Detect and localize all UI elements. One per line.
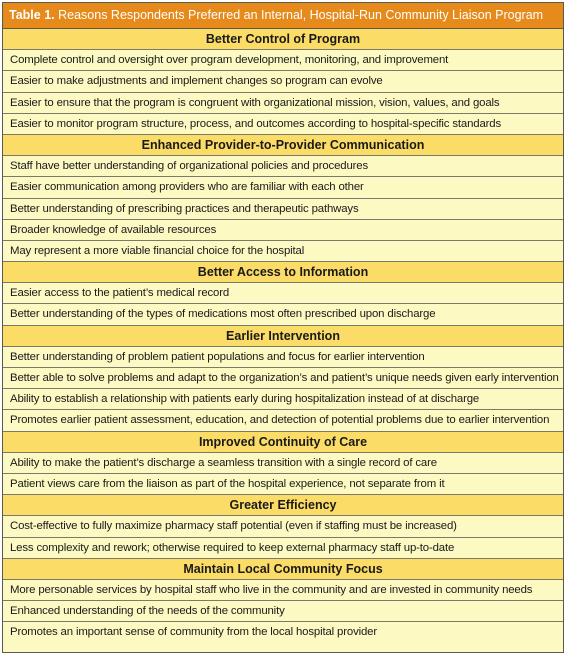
table-row: Enhanced understanding of the needs of the community: [3, 601, 563, 622]
table-row: Better understanding of problem patient populations and focus for earlier intervention: [3, 347, 563, 368]
table-row: Easier access to the patient’s medical record: [3, 283, 563, 304]
table-body: [3, 29, 563, 643]
section-heading: Maintain Local Community Focus: [3, 559, 563, 580]
table-label: Table 1.: [9, 8, 55, 22]
table-row: Ability to make the patient’s discharge a seamless transition with a single record of care: [3, 453, 563, 474]
table-row: Easier to ensure that the program is congruent with organizational mission, vision, values, and goals: [3, 93, 563, 114]
table-row: May represent a more viable financial choice for the hospital: [3, 241, 563, 262]
table-row: Less complexity and rework; otherwise required to keep external pharmacy staff up-to-date: [3, 538, 563, 559]
section-heading: Improved Continuity of Care: [3, 432, 563, 453]
table-title: Reasons Respondents Preferred an Internal, Hospital-Run Community Liaison Program: [58, 8, 544, 22]
table-row: Promotes earlier patient assessment, education, and detection of potential problems due to earlier intervention: [3, 410, 563, 431]
table-row: Broader knowledge of available resources: [3, 220, 563, 241]
table-row: Ability to establish a relationship with patients early during hospitalization instead of at discharge: [3, 389, 563, 410]
table-row: Patient views care from the liaison as part of the hospital experience, not separate from it: [3, 474, 563, 495]
table-row: Easier to monitor program structure, process, and outcomes according to hospital-specific standards: [3, 114, 563, 135]
table-row: Complete control and oversight over program development, monitoring, and improvement: [3, 50, 563, 71]
table-row: Staff have better understanding of organizational policies and procedures: [3, 156, 563, 177]
section-heading: Enhanced Provider-to-Provider Communication: [3, 135, 563, 156]
table-row: More personable services by hospital staff who live in the community and are invested in community needs: [3, 580, 563, 601]
section-heading: Greater Efficiency: [3, 495, 563, 516]
section-heading: Better Control of Program: [3, 29, 563, 50]
section-heading: Earlier Intervention: [3, 326, 563, 347]
section-heading: Better Access to Information: [3, 262, 563, 283]
table-row: Easier to make adjustments and implement changes so program can evolve: [3, 71, 563, 92]
reasons-table: [2, 2, 564, 653]
table-title-bar: [3, 3, 563, 29]
table-row: Easier communication among providers who are familiar with each other: [3, 177, 563, 198]
table-row: Promotes an important sense of community from the local hospital provider: [10, 626, 378, 639]
table-row: Better understanding of the types of medications most often prescribed upon discharge: [3, 304, 563, 325]
table-row: Cost-effective to fully maximize pharmacy staff potential (even if staffing must be increased): [3, 516, 563, 537]
table-row: Better able to solve problems and adapt to the organization’s and patient’s unique needs given early intervention: [3, 368, 563, 389]
table-row: Better understanding of prescribing practices and therapeutic pathways: [3, 199, 563, 220]
